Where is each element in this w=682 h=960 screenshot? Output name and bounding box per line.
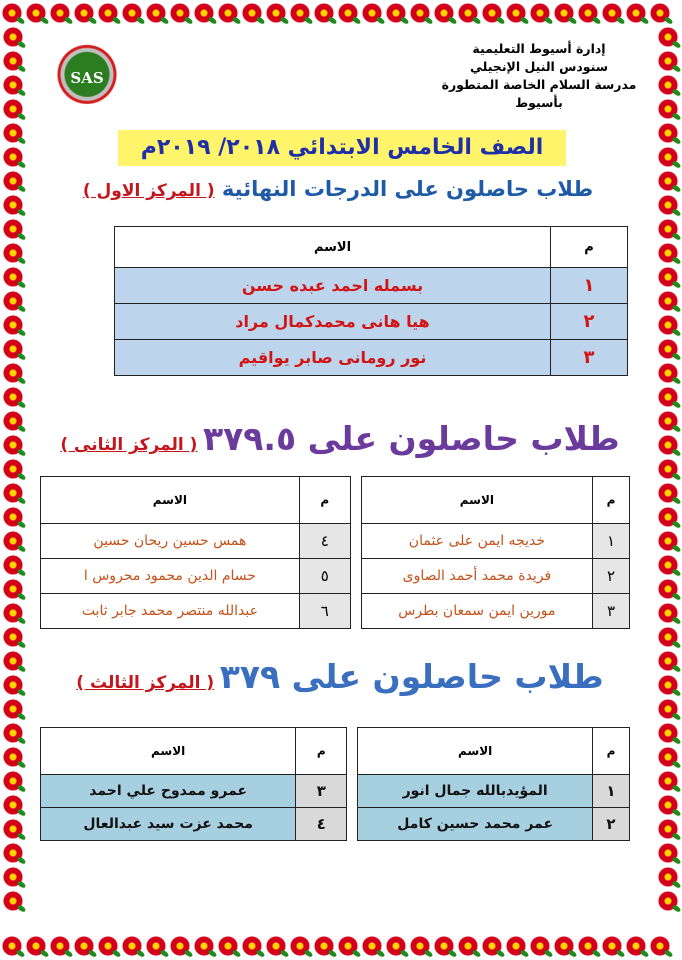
school-name: مدرسة السلام الخاصة المتطورة بأسيوط	[441, 77, 637, 110]
row-num: ٢	[551, 304, 628, 340]
leaf-decoration	[16, 568, 26, 577]
row-name: همس حسين ريحان حسين	[41, 524, 300, 559]
table-row	[41, 559, 630, 594]
leaf-decoration	[447, 16, 457, 25]
leaf-decoration	[279, 16, 289, 25]
leaf-decoration	[671, 448, 681, 457]
leaf-decoration	[16, 208, 26, 217]
leaf-decoration	[183, 949, 193, 958]
leaf-decoration	[16, 112, 26, 121]
leaf-decoration	[111, 16, 121, 25]
section3-heading-text: طلاب حاصلون على ٣٧٩	[219, 657, 604, 696]
column-gap	[350, 524, 361, 559]
row-name: مورين ايمن سمعان بطرس	[361, 594, 592, 629]
leaf-decoration	[159, 949, 169, 958]
leaf-decoration	[671, 616, 681, 625]
col-num: م	[593, 728, 630, 775]
leaf-decoration	[16, 448, 26, 457]
leaf-decoration	[671, 568, 681, 577]
leaf-decoration	[639, 16, 649, 25]
row-name: عبدالله منتصر محمد جابر ثابت	[41, 594, 300, 629]
table-row	[41, 594, 630, 629]
leaf-decoration	[63, 16, 73, 25]
row-num: ١	[593, 524, 630, 559]
leaf-decoration	[16, 520, 26, 529]
row-num: ٣	[551, 340, 628, 376]
leaf-decoration	[16, 808, 26, 817]
leaf-decoration	[16, 832, 26, 841]
first-place-table	[114, 226, 628, 376]
leaf-decoration	[519, 949, 529, 958]
leaf-decoration	[111, 949, 121, 958]
section1-heading	[58, 170, 618, 208]
leaf-decoration	[375, 16, 385, 25]
leaf-decoration	[231, 16, 241, 25]
leaf-decoration	[16, 88, 26, 97]
col-num: م	[296, 728, 347, 775]
second-place-table	[40, 476, 630, 629]
col-name: الاسم	[41, 728, 296, 775]
leaf-decoration	[495, 16, 505, 25]
leaf-decoration	[671, 352, 681, 361]
leaf-decoration	[16, 400, 26, 409]
row-num: ٥	[299, 559, 350, 594]
row-name: المؤيدبالله جمال انور	[358, 775, 593, 808]
leaf-decoration	[663, 16, 673, 25]
table-row	[115, 304, 628, 340]
leaf-decoration	[671, 232, 681, 241]
leaf-decoration	[16, 232, 26, 241]
leaf-decoration	[16, 640, 26, 649]
leaf-decoration	[615, 16, 625, 25]
leaf-decoration	[255, 949, 265, 958]
leaf-decoration	[16, 352, 26, 361]
school-info	[424, 40, 654, 112]
leaf-decoration	[16, 328, 26, 337]
leaf-decoration	[16, 160, 26, 169]
leaf-decoration	[671, 160, 681, 169]
leaf-decoration	[279, 949, 289, 958]
leaf-decoration	[303, 949, 313, 958]
row-num: ٣	[296, 775, 347, 808]
leaf-decoration	[671, 832, 681, 841]
leaf-decoration	[447, 949, 457, 958]
leaf-decoration	[16, 376, 26, 385]
leaf-decoration	[207, 949, 217, 958]
leaf-decoration	[671, 688, 681, 697]
row-num: ٤	[296, 808, 347, 841]
table-header-row	[41, 477, 630, 524]
row-num: ٢	[593, 559, 630, 594]
col-num: م	[593, 477, 630, 524]
row-name: عمر محمد حسين كامل	[358, 808, 593, 841]
leaf-decoration	[671, 328, 681, 337]
leaf-decoration	[671, 208, 681, 217]
column-gap	[350, 477, 361, 524]
leaf-decoration	[15, 16, 25, 25]
leaf-decoration	[16, 664, 26, 673]
leaf-decoration	[16, 184, 26, 193]
synod-name: سنودس النيل الإنجيلي	[469, 59, 609, 74]
leaf-decoration	[423, 16, 433, 25]
column-gap	[350, 594, 361, 629]
leaf-decoration	[639, 949, 649, 958]
leaf-decoration	[87, 16, 97, 25]
leaf-decoration	[16, 760, 26, 769]
logo-text: SAS	[70, 69, 104, 87]
leaf-decoration	[351, 949, 361, 958]
leaf-decoration	[671, 400, 681, 409]
leaf-decoration	[16, 592, 26, 601]
leaf-decoration	[591, 949, 601, 958]
leaf-decoration	[231, 949, 241, 958]
leaf-decoration	[375, 949, 385, 958]
leaf-decoration	[255, 16, 265, 25]
table-header-row	[41, 728, 630, 775]
leaf-decoration	[671, 520, 681, 529]
leaf-decoration	[16, 64, 26, 73]
leaf-decoration	[16, 688, 26, 697]
leaf-decoration	[671, 904, 681, 913]
leaf-decoration	[671, 256, 681, 265]
leaf-decoration	[671, 496, 681, 505]
leaf-decoration	[207, 16, 217, 25]
table-row	[115, 268, 628, 304]
table-header-row	[115, 227, 628, 268]
leaf-decoration	[567, 16, 577, 25]
leaf-decoration	[671, 472, 681, 481]
leaf-decoration	[671, 88, 681, 97]
leaf-decoration	[16, 424, 26, 433]
section1-heading-text: طلاب حاصلون على الدرجات النهائية	[221, 177, 594, 201]
table-row	[41, 775, 630, 808]
column-gap	[347, 775, 358, 808]
leaf-decoration	[16, 304, 26, 313]
leaf-decoration	[135, 949, 145, 958]
leaf-decoration	[671, 424, 681, 433]
leaf-decoration	[16, 472, 26, 481]
column-gap	[347, 728, 358, 775]
leaf-decoration	[671, 304, 681, 313]
leaf-decoration	[671, 760, 681, 769]
leaf-decoration	[671, 808, 681, 817]
leaf-decoration	[16, 496, 26, 505]
third-place-table	[40, 727, 630, 841]
leaf-decoration	[663, 949, 673, 958]
row-name: حسام الدين محمود محروس ا	[41, 559, 300, 594]
leaf-decoration	[671, 856, 681, 865]
col-name: الاسم	[358, 728, 593, 775]
leaf-decoration	[423, 949, 433, 958]
row-name: خديجه ايمن على عثمان	[361, 524, 592, 559]
admin-name: إدارة أسيوط التعليمية	[472, 41, 606, 56]
row-num: ٦	[299, 594, 350, 629]
leaf-decoration	[16, 712, 26, 721]
section2-tag: ( المركز الثانى )	[60, 435, 198, 455]
leaf-decoration	[15, 949, 25, 958]
row-name: بسمله احمد عبده حسن	[115, 268, 551, 304]
leaf-decoration	[671, 736, 681, 745]
row-name: نور رومانى صابر يواقيم	[115, 340, 551, 376]
section3-heading	[40, 652, 640, 702]
leaf-decoration	[16, 880, 26, 889]
leaf-decoration	[671, 712, 681, 721]
col-name: الاسم	[115, 227, 551, 268]
col-num: م	[551, 227, 628, 268]
leaf-decoration	[671, 280, 681, 289]
leaf-decoration	[16, 280, 26, 289]
leaf-decoration	[615, 949, 625, 958]
leaf-decoration	[63, 949, 73, 958]
section1-tag: ( المركز الاول )	[82, 181, 215, 201]
leaf-decoration	[87, 949, 97, 958]
leaf-decoration	[16, 856, 26, 865]
column-gap	[350, 559, 361, 594]
row-name: عمرو ممدوح علي احمد	[41, 775, 296, 808]
leaf-decoration	[671, 784, 681, 793]
row-num: ٤	[299, 524, 350, 559]
leaf-decoration	[495, 949, 505, 958]
leaf-decoration	[671, 376, 681, 385]
row-name: فريدة محمد أحمد الصاوى	[361, 559, 592, 594]
col-num: م	[299, 477, 350, 524]
leaf-decoration	[327, 949, 337, 958]
leaf-decoration	[39, 949, 49, 958]
col-name: الاسم	[41, 477, 300, 524]
section2-heading-text: طلاب حاصلون على ٣٧٩.٥	[202, 419, 620, 458]
leaf-decoration	[159, 16, 169, 25]
leaf-decoration	[519, 16, 529, 25]
row-num: ١	[551, 268, 628, 304]
leaf-decoration	[16, 784, 26, 793]
leaf-decoration	[591, 16, 601, 25]
col-name: الاسم	[361, 477, 592, 524]
leaf-decoration	[16, 256, 26, 265]
leaf-decoration	[671, 184, 681, 193]
section2-heading	[40, 414, 640, 464]
leaf-decoration	[671, 640, 681, 649]
leaf-decoration	[399, 16, 409, 25]
leaf-decoration	[16, 736, 26, 745]
table-row	[115, 340, 628, 376]
leaf-decoration	[671, 544, 681, 553]
leaf-decoration	[16, 136, 26, 145]
leaf-decoration	[135, 16, 145, 25]
row-num: ٢	[593, 808, 630, 841]
table-row	[41, 808, 630, 841]
row-num: ١	[593, 775, 630, 808]
leaf-decoration	[567, 949, 577, 958]
leaf-decoration	[671, 664, 681, 673]
leaf-decoration	[16, 40, 26, 49]
leaf-decoration	[671, 136, 681, 145]
row-name: محمد عزت سيد عبدالعال	[41, 808, 296, 841]
leaf-decoration	[671, 64, 681, 73]
column-gap	[347, 808, 358, 841]
row-num: ٣	[593, 594, 630, 629]
row-name: هيا هانى محمدكمال مراد	[115, 304, 551, 340]
leaf-decoration	[671, 592, 681, 601]
leaf-decoration	[543, 949, 553, 958]
leaf-decoration	[543, 16, 553, 25]
leaf-decoration	[303, 16, 313, 25]
leaf-decoration	[16, 616, 26, 625]
leaf-decoration	[16, 544, 26, 553]
leaf-decoration	[327, 16, 337, 25]
page-title: الصف الخامس الابتدائي ٢٠١٨/ ٢٠١٩م	[118, 130, 566, 166]
leaf-decoration	[39, 16, 49, 25]
leaf-decoration	[471, 16, 481, 25]
leaf-decoration	[399, 949, 409, 958]
leaf-decoration	[471, 949, 481, 958]
leaf-decoration	[671, 880, 681, 889]
section3-tag: ( المركز الثالث )	[76, 673, 215, 693]
school-logo	[52, 42, 122, 114]
leaf-decoration	[671, 112, 681, 121]
leaf-decoration	[16, 904, 26, 913]
leaf-decoration	[183, 16, 193, 25]
leaf-decoration	[351, 16, 361, 25]
table-row	[41, 524, 630, 559]
leaf-decoration	[671, 40, 681, 49]
